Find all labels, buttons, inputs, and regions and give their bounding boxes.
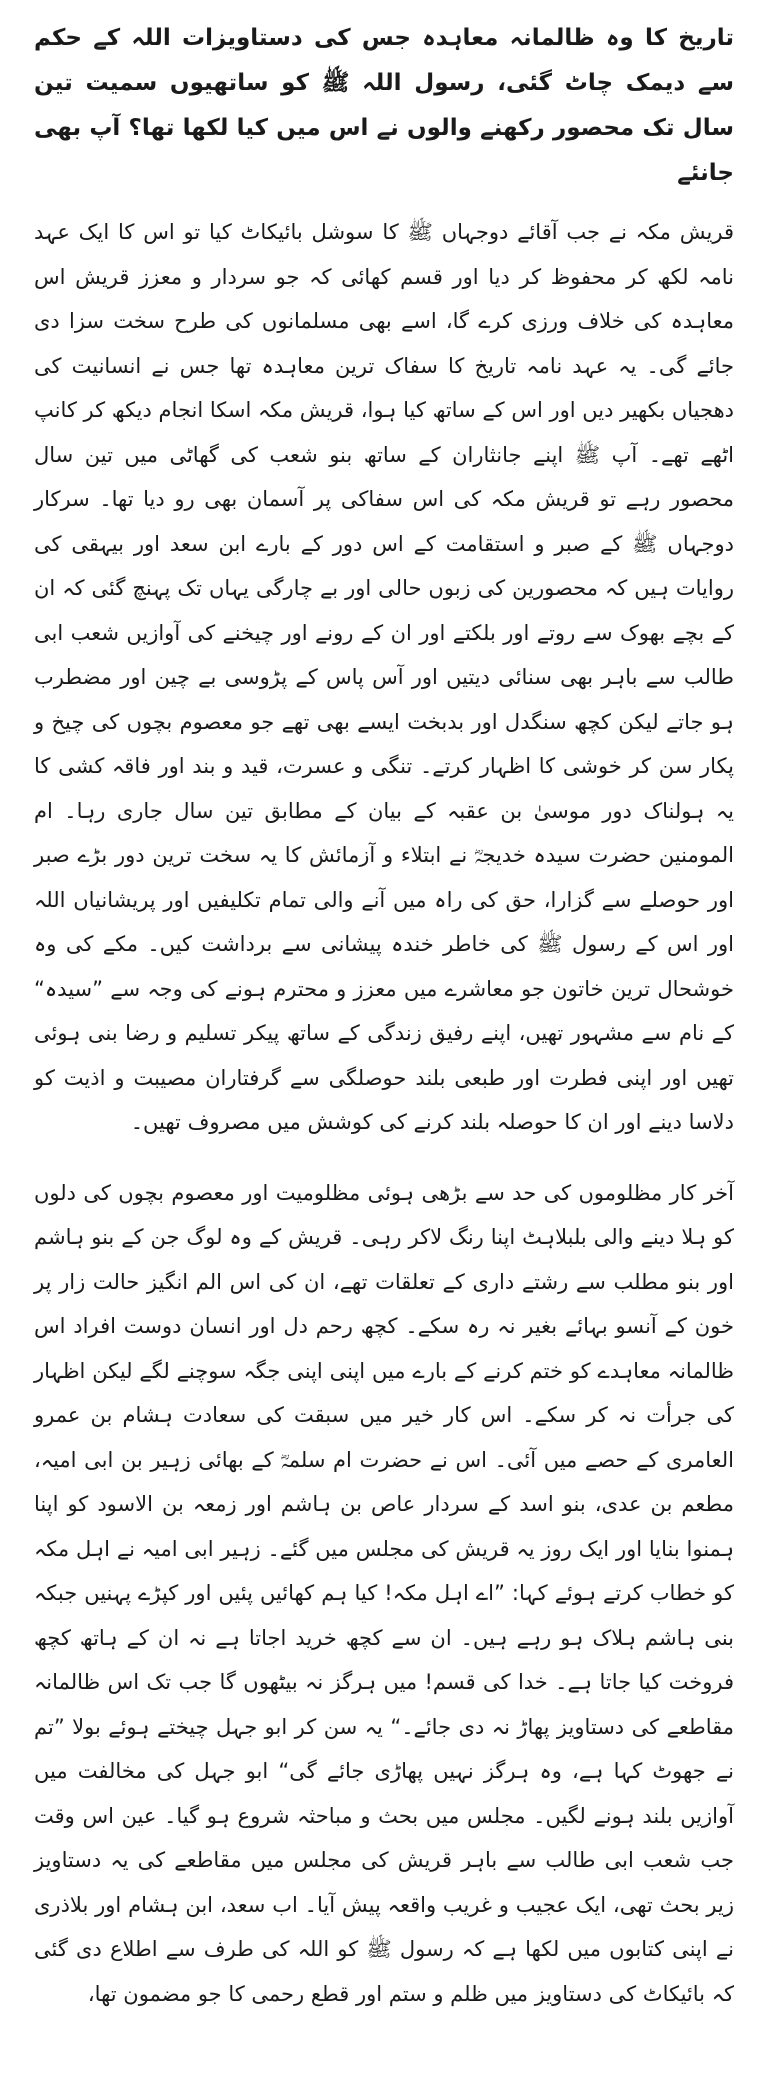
article-paragraph-2: آخر کار مظلوموں کی حد سے بڑھی ہوئی مظلومیت اور معصوم بچوں کی دلوں کو ہلا دینے والی بلبلاہٹ اپنا رنگ لاکر رہی۔ قریش کے وہ لوگ جن کے بنو ہاشم اور بنو مطلب سے رشتے داری کے تعلقات تھے، ان کی اس الم انگیز حالت زار پر خون کے آنسو بہائے بغیر نہ رہ سکے۔ کچھ رحم دل اور انسان دوست افراد اس ظالمانہ معاہدے کو ختم کرنے کے بارے میں اپنی اپنی جگہ سوچنے لگے لیکن اظہار کی جرأت نہ کر سکے۔ اس کار خیر میں سبقت کی سعادت ہشام بن عمرو العامری کے حصے میں آئی۔ اس نے حضرت ام سلمہؓ کے بھائی زہیر بن ابی امیہ، مطعم بن عدی، بنو اسد کے سردار عاص بن ہاشم اور زمعہ بن الاسود کو اپنا ہمنوا بنایا اور ایک روز یہ قریش کی مجلس میں گئے۔ زہیر ابی امیہ نے اہل مکہ کو خطاب کرتے ہوئے کہا: ”اے اہل مکہ! کیا ہم کھائیں پئیں اور کپڑے پہنیں جبکہ بنی ہاشم ہلاک ہو رہے ہیں۔ ان سے کچھ خرید اجاتا ہے نہ ان کے ہاتھ کچھ فروخت کیا جاتا ہے۔ خدا کی قسم! میں ہرگز نہ بیٹھوں گا جب تک اس ظالمانہ مقاطعے کی دستاویز پھاڑ نہ دی جائے۔“ یہ سن کر ابو جہل چیختے ہوئے بولا ”تم نے جھوٹ کہا ہے، وہ ہرگز نہیں پھاڑی جائے گی“ ابو جہل کی مخالفت میں آوازیں بلند ہونے لگیں۔ مجلس میں بحث و مباحثہ شروع ہو گیا۔ عین اس وقت جب شعب ابی طالب سے باہر قریش کی مجلس میں مقاطعے کی یہ دستاویز زیر بحث تھی، ایک عجیب و غریب واقعہ پیش آیا۔ اب سعد، ابن ہشام اور بلاذری نے اپنی کتابوں میں لکھا ہے کہ رسول ﷺ کو اللہ کی طرف سے اطلاع دی گئی کہ بائیکاٹ کی دستاویز میں ظلم و ستم اور قطع رحمی کا جو مضمون تھا، xyxy=(34,1180,734,2006)
article-paragraph-1: قریش مکہ نے جب آقائے دوجہاں ﷺ کا سوشل بائیکاٹ کیا تو اس کا ایک عہد نامہ لکھ کر محفوظ کر دیا اور قسم کھائی کہ جو سردار و معزز قریش اس معاہدہ کی خلاف ورزی کرے گا، اسے بھی مسلمانوں کی طرح سخت سزا دی جائے گی۔ یہ عہد نامہ تاریخ کا سفاک ترین معاہدہ تھا جس نے انسانیت کی دھجیاں بکھیر دیں اور اس کے ساتھ کیا ہوا، قریش مکہ اسکا انجام دیکھ کر کانپ اٹھے تھے۔ آپ ﷺ اپنے جانثاران کے ساتھ بنو شعب کی گھاٹی میں تین سال محصور رہے تو قریش مکہ کی اس سفاکی پر آسمان بھی رو دیا تھا۔ سرکار دوجہاں ﷺ کے صبر و استقامت کے اس دور کے بارے ابن سعد اور بیہقی کی روایات ہیں کہ محصورین کی زبوں حالی اور بے چارگی یہاں تک پہنچ گئی کہ ان کے بچے بھوک سے روتے اور بلکتے اور ان کے رونے اور چیخنے کی آوازیں شعب ابی طالب سے باہر بھی سنائی دیتیں اور آس پاس کے پڑوسی بے چین اور مضطرب ہو جاتے لیکن کچھ سنگدل اور بدبخت ایسے بھی تھے جو معصوم بچوں کی چیخ و پکار سن کر خوشی کا اظہار کرتے۔ تنگی و عسرت، قید و بند اور فاقہ کشی کا یہ ہولناک دور موسیٰ بن عقبہ کے بیان کے مطابق تین سال جاری رہا۔ ام المومنین حضرت سیدہ خدیجہؓ نے ابتلاء و آزمائش کا یہ سخت ترین دور بڑے صبر اور حوصلے سے گزارا، حق کی راہ میں آنے والی تمام تکلیفیں اور پریشانیاں اللہ اور اس کے رسول ﷺ کی خاطر خندہ پیشانی سے برداشت کیں۔ مکے کی وہ خوشحال ترین خاتون جو معاشرے میں معزز و محترم ہونے کی وجہ سے ”سیدہ“ کے نام سے مشہور تھیں، اپنے رفیق زندگی کے ساتھ پیکر تسلیم و رضا بنی ہوئی تھیں اور اپنی فطرت اور طبعی بلند حوصلگی سے گرفتاران مصیبت و اذیت کو دلاسا دینے اور ان کا حوصلہ بلند کرنے کی کوشش میں مصروف تھیں۔ xyxy=(34,220,734,1134)
article-title: تاریخ کا وہ ظالمانہ معاہدہ جس کی دستاویزات اللہ کے حکم سے دیمک چاٹ گئی، رسول اللہ ﷺ کو ساتھیوں سمیت تین سال تک محصور رکھنے والوں نے اس میں کیا لکھا تھا؟ آپ بھی جانئے xyxy=(34,25,734,186)
